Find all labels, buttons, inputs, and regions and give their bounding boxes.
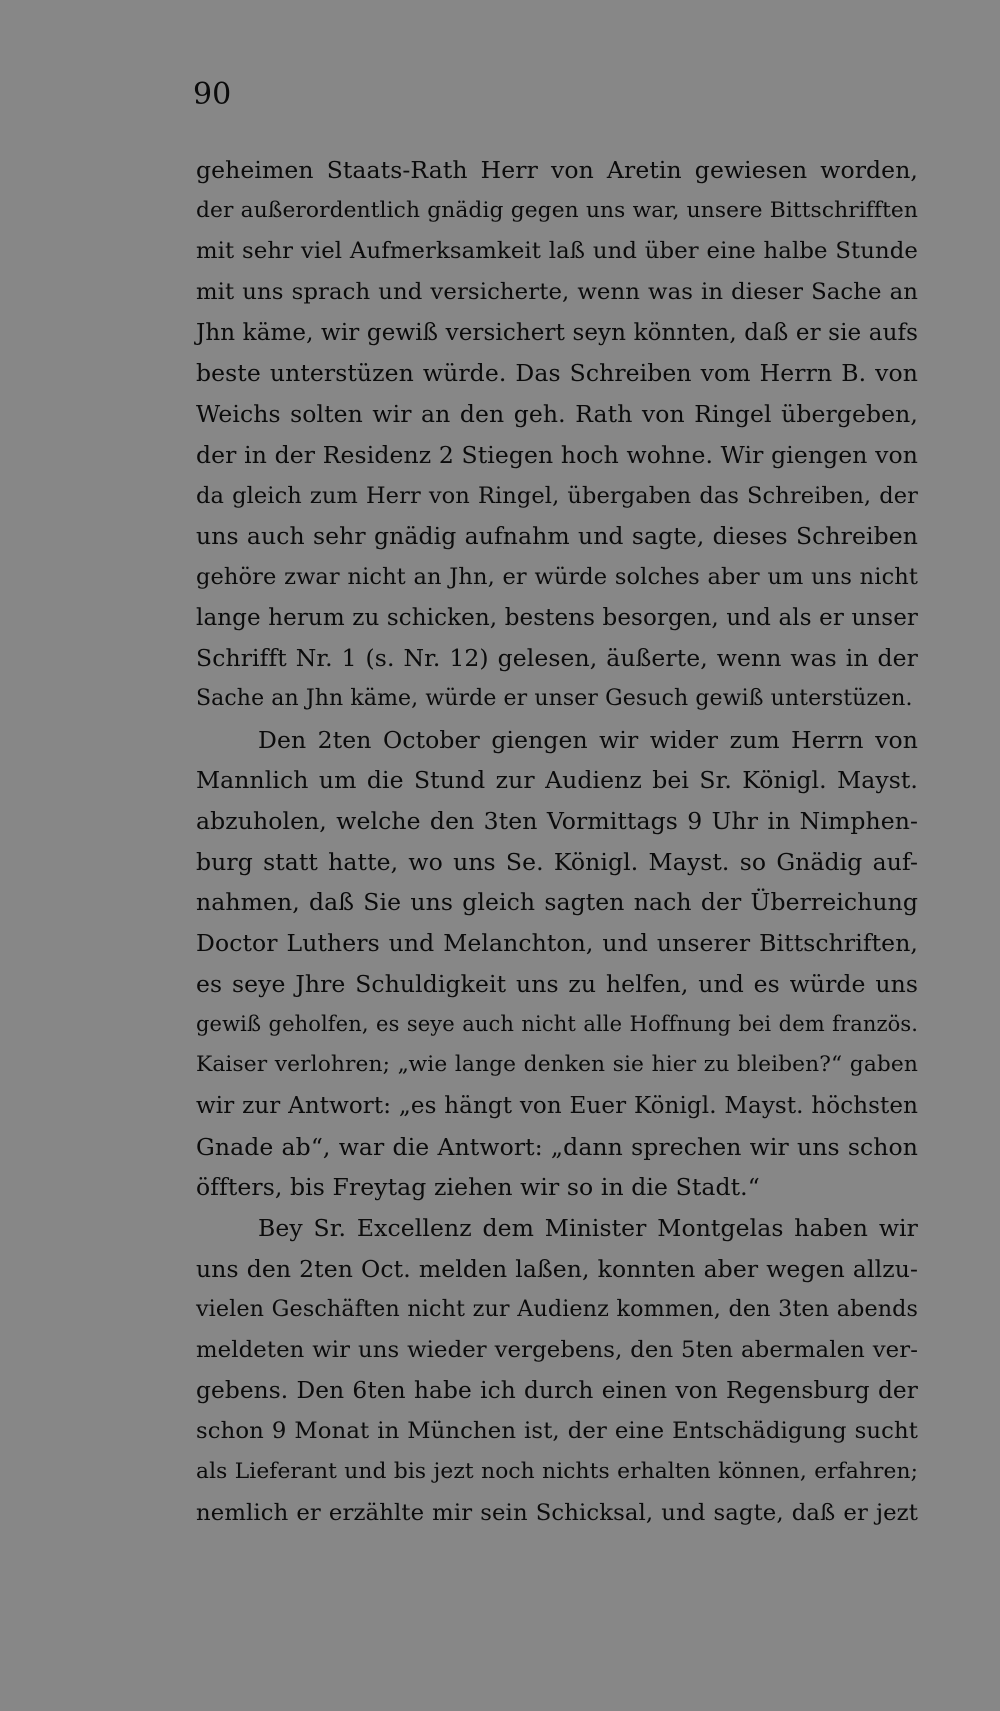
page-number: 90 bbox=[193, 77, 232, 112]
text-line: Weichs solten wir an den geh. Rath von Ringel übergeben, bbox=[196, 400, 918, 429]
text-line: Jhn käme, wir gewiß versichert seyn könnten, daß er sie aufs bbox=[196, 319, 918, 346]
text-line: mit uns sprach und versicherte, wenn was in dieser Sache an bbox=[196, 279, 918, 306]
text-line: mit sehr viel Aufmerksamkeit laß und über eine halbe Stunde bbox=[196, 238, 918, 265]
text-line: gewiß geholfen, es seye auch nicht alle Hoffnung bei dem französ. bbox=[196, 1012, 918, 1037]
text-line: Doctor Luthers und Melanchton, und unserer Bittschriften, bbox=[196, 929, 918, 958]
text-line: Sache an Jhn käme, würde er unser Gesuch gewiß unterstüzen. bbox=[196, 685, 913, 711]
text-line: uns den 2ten Oct. melden laßen, konnten aber wegen allzu- bbox=[196, 1254, 918, 1283]
text-line: wir zur Antwort: „es hängt von Euer Königl. Mayst. höchsten bbox=[196, 1092, 918, 1119]
text-line: meldeten wir uns wieder vergebens, den 5ten abermalen ver- bbox=[196, 1336, 918, 1363]
text-line: Mannlich um die Stund zur Audienz bei Sr. Königl. Mayst. bbox=[196, 766, 918, 795]
text-line: uns auch sehr gnädig aufnahm und sagte, dieses Schreiben bbox=[196, 522, 918, 551]
text-line: öffters, bis Freytag ziehen wir so in die Stadt.“ bbox=[196, 1173, 760, 1202]
text-line: beste unterstüzen würde. Das Schreiben vom Herrn B. von bbox=[196, 359, 918, 388]
text-line: da gleich zum Herr von Ringel, übergaben das Schreiben, der bbox=[196, 482, 918, 509]
text-line: Bey Sr. Excellenz dem Minister Montgelas haben wir bbox=[258, 1213, 918, 1242]
body-text bbox=[196, 150, 918, 1533]
text-line: geheimen Staats-Rath Herr von Aretin gewiesen worden, bbox=[196, 156, 918, 184]
text-line: Den 2ten October giengen wir wider zum Herrn von bbox=[258, 725, 918, 754]
text-line: nahmen, daß Sie uns gleich sagten nach der Überreichung bbox=[196, 888, 918, 917]
text-line: der in der Residenz 2 Stiegen hoch wohne. Wir giengen von bbox=[196, 440, 918, 469]
text-line: burg statt hatte, wo uns Se. Königl. Mayst. so Gnädig auf- bbox=[196, 847, 918, 876]
text-line: Gnade ab“, war die Antwort: „dann sprechen wir uns schon bbox=[196, 1132, 918, 1161]
text-line: lange herum zu schicken, bestens besorgen, und als er unser bbox=[196, 604, 918, 631]
text-line: gebens. Den 6ten habe ich durch einen von Regensburg der bbox=[196, 1376, 918, 1404]
text-line: es seye Jhre Schuldigkeit uns zu helfen, und es würde uns bbox=[196, 969, 918, 998]
text-line: Schrifft Nr. 1 (s. Nr. 12) gelesen, äußerte, wenn was in der bbox=[196, 644, 918, 673]
text-line: gehöre zwar nicht an Jhn, er würde solches aber um uns nicht bbox=[196, 563, 918, 590]
text-line: abzuholen, welche den 3ten Vormittags 9 Uhr in Nimphen- bbox=[196, 807, 918, 835]
text-line: als Lieferant und bis jezt noch nichts erhalten können, erfahren; bbox=[196, 1459, 918, 1484]
text-line: Kaiser verlohren; „wie lange denken sie hier zu bleiben?“ gaben bbox=[196, 1052, 918, 1078]
text-line: der außerordentlich gnädig gegen uns war, unsere Bittschrifften bbox=[196, 197, 918, 223]
text-line: schon 9 Monat in München ist, der eine Entschädigung sucht bbox=[196, 1418, 918, 1445]
text-line: nemlich er erzählte mir sein Schicksal, und sagte, daß er jezt bbox=[196, 1499, 918, 1526]
text-line: vielen Geschäften nicht zur Audienz kommen, den 3ten abends bbox=[196, 1296, 918, 1323]
